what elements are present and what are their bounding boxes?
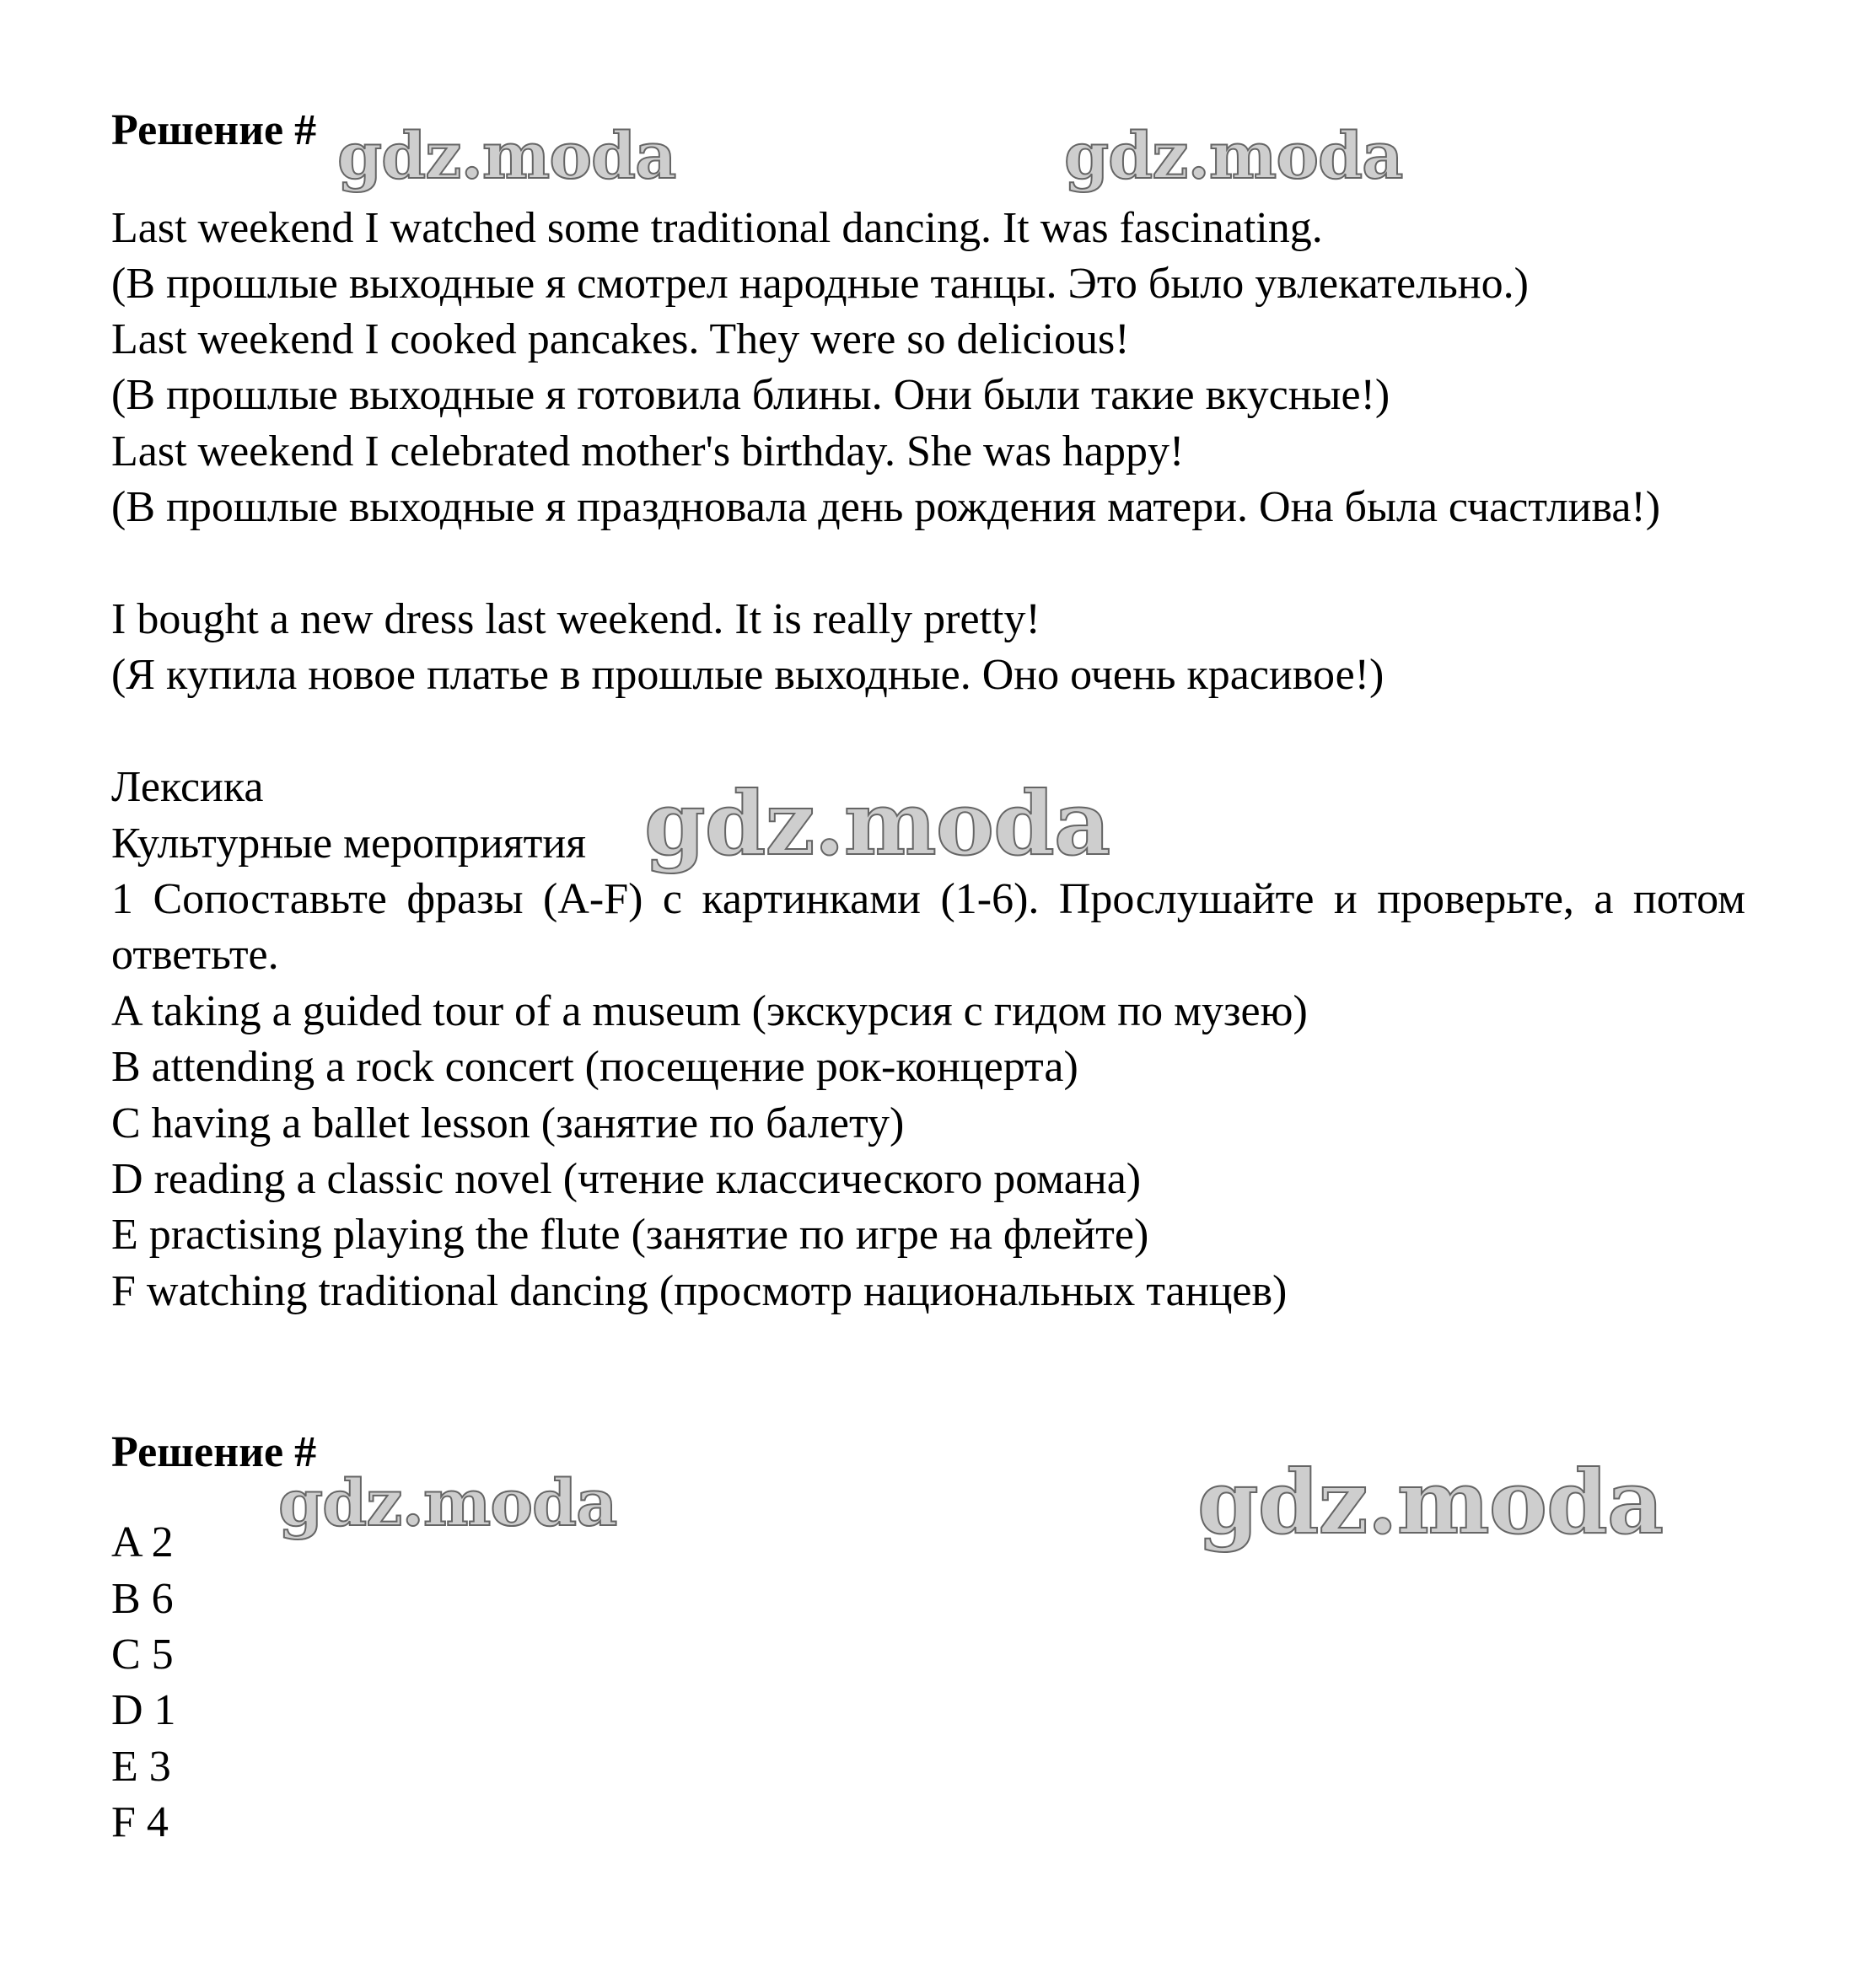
answer-line: E 3 [111,1743,171,1791]
vocab-item: D reading a classic novel (чтение классического романа) [111,1155,1142,1203]
text-line: Last weekend I watched some traditional dancing. It was fascinating. [111,204,1323,252]
answer-line: F 4 [111,1798,169,1846]
vocab-item: C having a ballet lesson (занятие по балету) [111,1099,905,1147]
vocab-task: 1 Сопоставьте фразы (A-F) с картинками (1-6). Прослушайте и проверьте, а потом ответьте. [111,875,1745,979]
solution-heading-1: Решение # [111,106,317,154]
vocab-item: E practising playing the flute (занятие по игре на флейте) [111,1211,1149,1259]
solution-heading-2: Решение # [111,1428,317,1476]
vocab-item: A taking a guided tour of a museum (экскурсия с гидом по музею) [111,987,1308,1035]
watermark: gdz.moda [1064,118,1403,193]
vocab-item: F watching traditional dancing (просмотр национальных танцев) [111,1267,1288,1315]
text-line: Last weekend I celebrated mother's birthday. She was happy! [111,427,1185,476]
watermark: gdz.moda [278,1465,617,1540]
vocab-title: Лексика [111,763,264,811]
text-line: I bought a new dress last weekend. It is really pretty! [111,595,1040,643]
answer-line: C 5 [111,1631,174,1679]
text-line: (В прошлые выходные я смотрел народные танцы. Это было увлекательно.) [111,260,1529,308]
text-line: (В прошлые выходные я готовила блины. Они были такие вкусные!) [111,371,1390,419]
answer-line: D 1 [111,1686,176,1734]
watermark: gdz.moda [644,771,1110,875]
text-line: (Я купила новое платье в прошлые выходные. Оно очень красивое!) [111,651,1385,699]
watermark: gdz.moda [1197,1450,1664,1554]
watermark: gdz.moda [337,118,676,193]
answer-line: A 2 [111,1518,174,1566]
answer-line: B 6 [111,1575,174,1623]
vocab-item: B attending a rock concert (посещение рок-концерта) [111,1043,1078,1091]
vocab-subtitle: Культурные мероприятия [111,819,587,868]
justified-paragraph: (В прошлые выходные я праздновала день рождения матери. Она была счастлива!) [111,483,1661,531]
text-line: Last weekend I cooked pancakes. They were so delicious! [111,315,1130,363]
